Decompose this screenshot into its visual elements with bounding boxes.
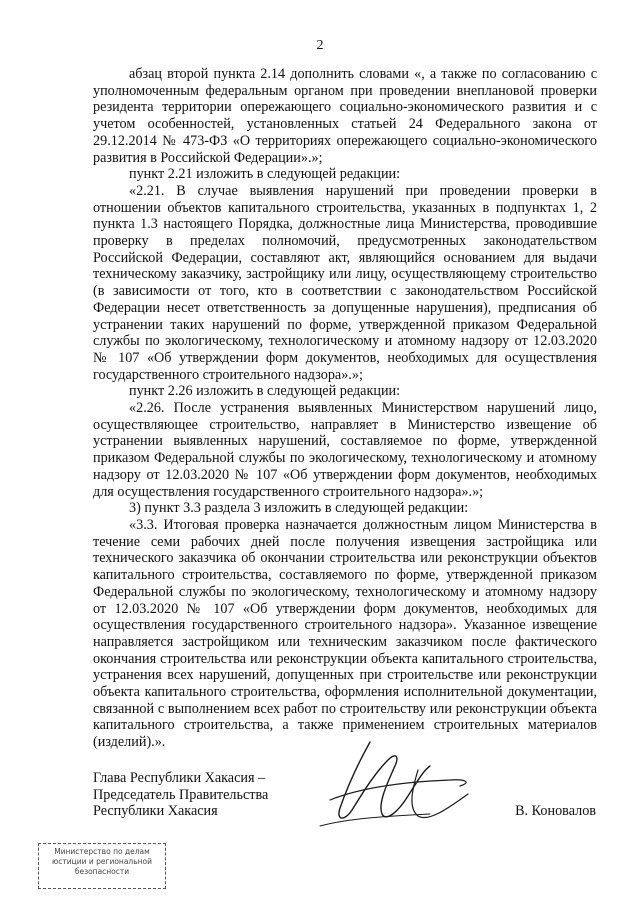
page-number: 2: [316, 38, 324, 53]
handwritten-signature: [300, 730, 490, 840]
registration-stamp: [38, 843, 166, 889]
paragraph: «2.26. После устранения выявленных Министерством нарушений лицо, осуществляющее строительство, направляет в Министерство извещение об устранении выявленных нарушений, составляемое по форме, утвержденной приказом Федеральной службы по экологическому, технологическому и атомному надзору от 12.03.2020 № 107 «Об утверждении форм документов, необходимых для осуществления государственного строительного надзора».»;: [93, 400, 597, 500]
paragraph: пункт 2.26 изложить в следующей редакции:: [129, 383, 401, 400]
signer-name: В. Коновалов: [515, 803, 596, 819]
signatory-title: [93, 770, 268, 820]
paragraph: абзац второй пункта 2.14 дополнить словами «, а также по согласованию с уполномоченным федеральным органом при проведении внеплановой проверки резидента территории опережающего социально-экономического развития и с учетом особенностей, установленных статьей 24 Федерального закона от 29.12.2014 № 473-ФЗ «О территориях опережающего социально-экономического развития в Российской Федерации».»;: [93, 66, 597, 166]
paragraph: пункт 2.21 изложить в следующей редакции:: [129, 166, 401, 183]
stamp-line: юстиции и региональной: [51, 857, 153, 866]
signatory-title-line: Председатель Правительства: [93, 786, 269, 803]
stamp-line: Министерство по делам: [54, 847, 150, 856]
signatory-title-line: Республики Хакасия: [93, 803, 218, 820]
stamp-line: безопасности: [74, 867, 130, 876]
signatory-title-line: Глава Республики Хакасия –: [93, 770, 266, 786]
paragraph: «3.3. Итоговая проверка назначается должностным лицом Министерства в течение семи рабочих дней после получения извещения застройщика или технического заказчика об окончании строительства или реконструкции объектов капитального строительства, составляемого по форме, утвержденной приказом Федеральной службы по экологическому, технологическому и атомному надзору от 12.03.2020 № 107 «Об утверждении форм документов, необходимых для осуществления государственного строительного надзора». Указанное извещение направляется застройщиком или техническим заказчиком после фактического окончания строительства или реконструкции объекта капитального строительства, устранения всех нарушений, допущенных при строительстве или реконструкции объекта капитального строительства, оформления исполнительной документации, связанной с выполнением всех работ по строительству или реконструкции объекта капитального строительства, а также применением строительных материалов (изделий).».: [93, 516, 597, 751]
paragraph: 3) пункт 3.3 раздела 3 изложить в следующей редакции:: [129, 500, 469, 517]
paragraph: «2.21. В случае выявления нарушений при проведении проверки в отношении объектов капитального строительства, указанных в подпунктах 1, 2 пункта 1.3 настоящего Порядка, должностные лица Министерства, проводившие проверку в пределах полномочий, предусмотренных законодательством Российской Федерации, составляют акт, являющийся основанием для выдачи техническому заказчику, застройщику или лицу, осуществляющему строительство (в зависимости от того, кто в соответствии с законодательством Российской Федерации несет ответственность за допущенные нарушения), предписания об устранении таких нарушений по форме, утвержденной приказом Федеральной службы по экологическому, технологическому и атомному надзору от 12.03.2020 № 107 «Об утверждении форм документов, необходимых для осуществления государственного строительного надзора».»;: [93, 182, 597, 383]
document-body: [93, 66, 597, 751]
